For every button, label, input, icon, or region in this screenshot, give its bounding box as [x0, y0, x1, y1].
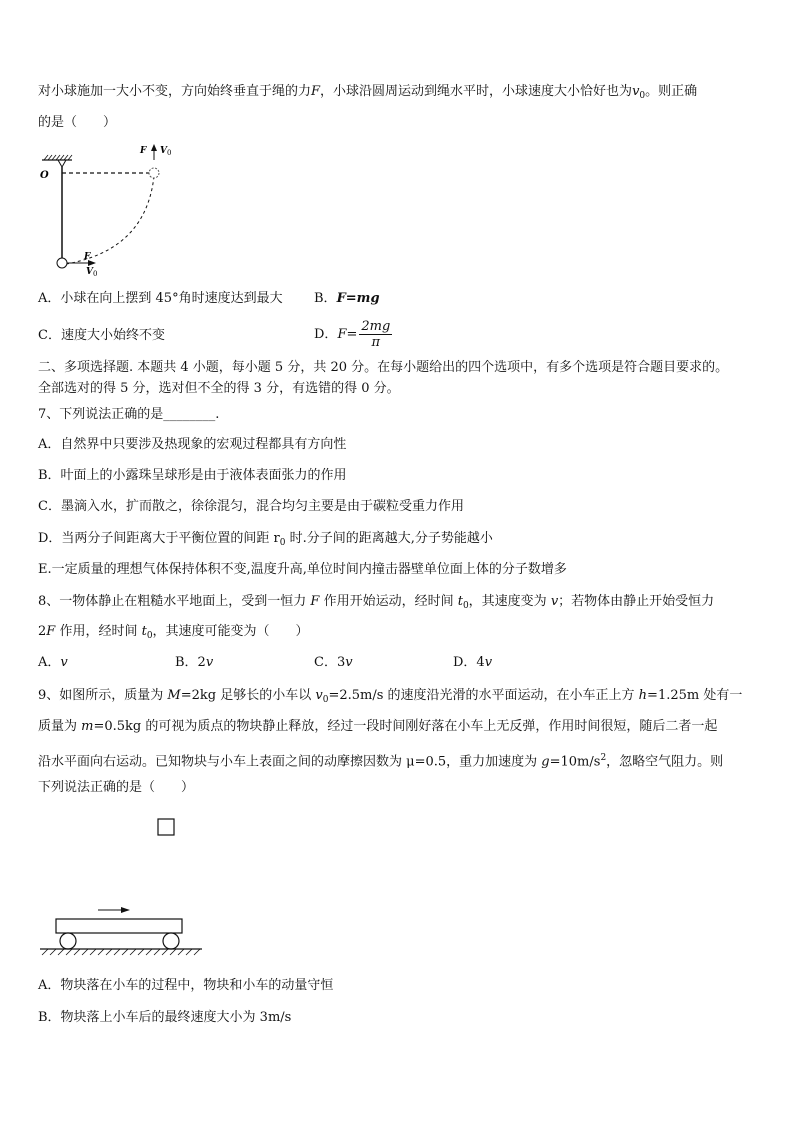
trajectory-arc — [66, 176, 154, 264]
q6-stem-line2: 的是（ ） — [38, 115, 117, 130]
q8-option-D: D．4v — [453, 655, 493, 670]
label-O: O — [40, 170, 49, 181]
label-V-top-sub: 0 — [167, 149, 172, 157]
q6-stem-line1: 对小球施加一大小不变，方向始终垂直于绳的力F，小球沿圆周运动到绳水平时，小球速度大小恰好也为$v_0$。则正确 — [38, 84, 698, 101]
q7-stem: 7、下列说法正确的是________. — [38, 407, 220, 422]
q8-option-C: C．3v — [314, 655, 353, 670]
q7-option-D: D．当两分子间距离大于平衡位置的间距 $r_0$ 时.分子间的距离越大,分子势能越小 — [38, 531, 493, 548]
ground-hatch — [42, 949, 200, 955]
q8-stem-line2: 2F 作用，经时间 $t_0$，其速度可能变为（ ） — [38, 624, 309, 641]
q8-option-B: B．2v — [175, 655, 214, 670]
ceiling-hatch — [44, 155, 72, 160]
cart-body — [56, 919, 182, 933]
arrowhead-up-icon — [151, 144, 157, 151]
label-V-top: V — [160, 146, 167, 156]
q6-option-A: A．小球在向上摆到 45°角时速度达到最大 — [38, 291, 283, 306]
q9-cart-figure — [36, 812, 216, 967]
pivot-icon — [58, 160, 66, 167]
q6-option-C: C．速度大小始终不变 — [38, 328, 165, 343]
q9-option-A: A．物块落在小车的过程中，物块和小车的动量守恒 — [38, 978, 334, 993]
ball-top — [149, 168, 159, 178]
q9-option-B: B．物块落上小车后的最终速度大小为 3m/s — [38, 1010, 292, 1025]
cart-wheel-left — [60, 933, 76, 949]
arrowhead-right-icon — [121, 907, 130, 913]
q9-stem-line3: 沿水平面向右运动。已知物块与小车上表面之间的动摩擦因数为 μ=0.5，重力加速度为 $g=10m/s^2$，忽略空气阻力。则 — [38, 753, 724, 770]
section2-instructions-line1: 二、多项选择题. 本题共 4 小题，每小题 5 分，共 20 分。在每小题给出的四个选项中，有多个选项是符合题目要求的。 — [38, 360, 729, 375]
q9-stem-line2: 质量为 m=0.5kg 的可视为质点的物块静止释放，经过一段时间刚好落在小车上无反弹，作用时间很短，随后二者一起 — [38, 719, 718, 734]
q7-option-A: A．自然界中只要涉及热现象的宏观过程都具有方向性 — [38, 437, 347, 452]
label-F-top: F — [140, 146, 147, 156]
q7-option-E: E.一定质量的理想气体保持体积不变,温度升高,单位时间内撞击器壁单位面上体的分子数增多 — [38, 562, 567, 577]
label-V-bottom-sub: 0 — [93, 270, 98, 278]
fraction: $\frac{2mg}{\pi}$ — [361, 319, 391, 350]
q6-option-D: D．F= $\frac{2mg}{\pi}$ — [314, 319, 391, 350]
cart-wheel-right — [163, 933, 179, 949]
q6-option-B: B．F=mg — [314, 291, 380, 306]
q9-stem-line4: 下列说法正确的是（ ） — [38, 780, 195, 795]
label-F-bottom: F — [84, 252, 91, 262]
q8-stem-line1: 8、一物体静止在粗糙水平地面上，受到一恒力 F 作用开始运动，经时间 $t_0$，其速度变为 v；若物体由静止开始受恒力 — [38, 594, 715, 611]
q7-option-B: B．叶面上的小露珠呈球形是由于液体表面张力的作用 — [38, 468, 347, 483]
label-V-bottom: V — [86, 267, 93, 277]
q8-option-A: A．v — [38, 655, 68, 670]
q7-option-C: C．墨滴入水，扩而散之，徐徐混匀，混合均匀主要是由于碳粒受重力作用 — [38, 499, 464, 514]
ball-bottom — [57, 258, 67, 268]
q6-pendulum-figure — [36, 140, 176, 280]
section2-instructions-line2: 全部选对的得 5 分，选对但不全的得 3 分，有选错的得 0 分。 — [38, 381, 400, 396]
block — [158, 819, 174, 835]
q9-stem-line1: 9、如图所示，质量为 M=2kg 足够长的小车以 $v_0=2.5m/s$ 的速度沿光滑的水平面运动，在小车正上方 h=1.25m 处有一 — [38, 688, 743, 705]
